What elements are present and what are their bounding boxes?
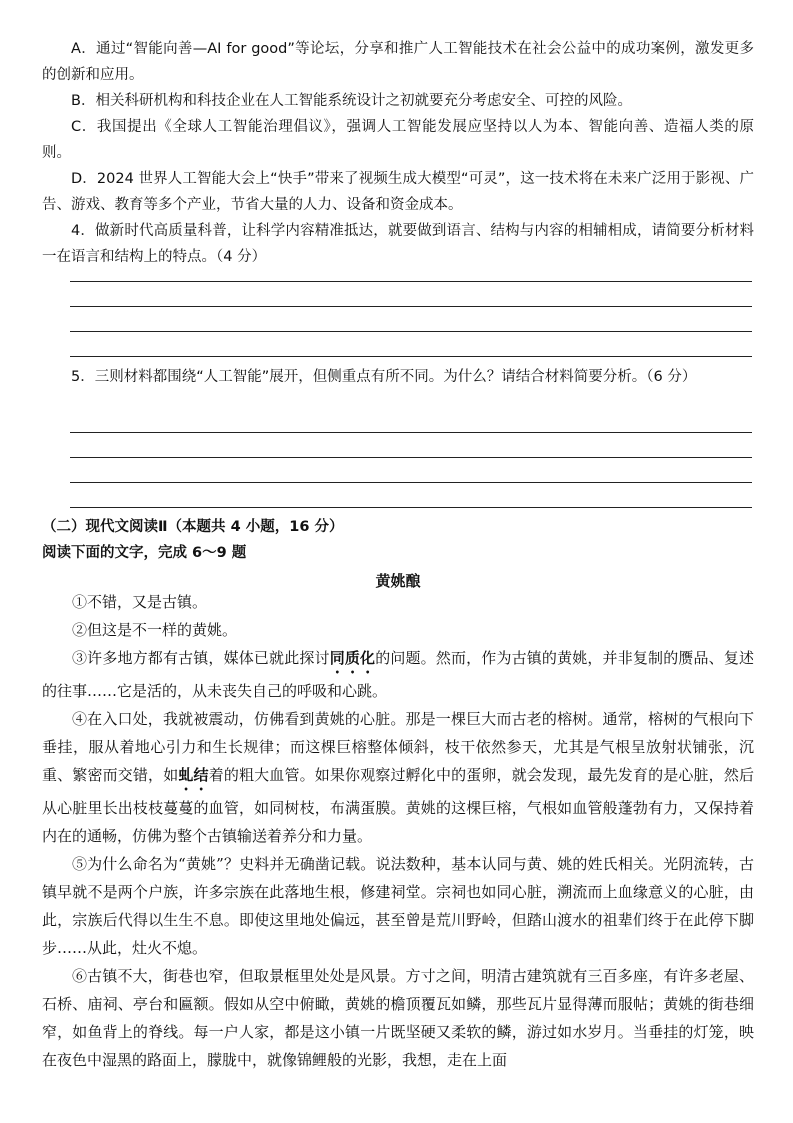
- option-b: B．相关科研机构和科技企业在人工智能系统设计之初就要充分考虑安全、可控的风险。: [71, 93, 632, 109]
- answer-line-q5-1[interactable]: [70, 432, 752, 433]
- paragraph-6: ⑥古镇不大，街巷也窄，但取景框里处处是风景。方寸之间，明清古建筑就有三百多座，有许多老屋、石桥、庙祠、亭台和匾额。假如从空中俯瞰，黄姚的檐顶覆瓦如鳞，那些瓦片显得薄而服帖；黄姚的街巷细窄，如鱼背上的脊线。每一户人家，都是这小镇一片既坚硬又柔软的鳞，游过如水岁月。当垂挂的灯笼，映在夜色中湿黑的路面上，朦胧中，就像锦鲤般的光影，我想，走在上面: [42, 967, 754, 1069]
- options-block: [42, 36, 754, 270]
- answer-line-q4-2[interactable]: [70, 306, 752, 307]
- section-heading: （二）现代文阅读Ⅱ（本题共 4 小题，16 分）: [42, 519, 344, 535]
- paragraph-5: ⑤为什么命名为“黄姚”？史料并无确凿记载。说法数种，基本认同与黄、姚的姓氏相关。光阴流转，古镇早就不是两个户族，许多宗族在此落地生根，修建祠堂。宗祠也如同心脏，溯流而上血缘意义的心脏，由此，宗族后代得以生生不息。即使这里地处偏远，甚至曾是荒川野岭，但踏山渡水的祖辈们终于在此停下脚步……从此，灶火不熄。: [42, 855, 754, 957]
- paragraph-4: [42, 705, 754, 850]
- section-instruction: 阅读下面的文字，完成 6～9 题: [42, 545, 247, 561]
- article-title: 黄姚酿: [375, 572, 421, 590]
- question-5-block: [42, 364, 754, 390]
- paragraph-4-part-1: ④在入口处，我就被震动，仿佛看到黄姚的心脏。那是一棵巨大而古老的榕树。通常，榕树的气根向下垂挂，服从着地心引力和生长规律；而这棵巨榕整体倾斜，枝干依然参天，尤其是气根呈放射状铺张，沉重、繁密而交错，如: [42, 710, 754, 784]
- option-a: A．通过“智能向善—AI for good”等论坛，分享和推广人工智能技术在社会公益中的成功案例，激发更多的创新和应用。: [42, 41, 754, 83]
- answer-line-q4-1[interactable]: [70, 281, 752, 282]
- answer-line-q5-2[interactable]: [70, 457, 752, 458]
- emphasized-term-tongzhihua: 同质化: [329, 649, 376, 667]
- option-d: D．2024 世界人工智能大会上“快手”带来了视频生成大模型“可灵”，这一技术将在未来广泛用于影视、广告、游戏、教育等多个产业，节省大量的人力、设备和资金成本。: [42, 171, 754, 213]
- paragraph-1: ①不错，又是古镇。: [72, 593, 208, 611]
- answer-line-q4-4[interactable]: [70, 356, 752, 357]
- answer-line-q4-3[interactable]: [70, 331, 752, 332]
- section-header: [42, 514, 754, 596]
- paragraph-3-part-1: ③许多地方都有古镇，媒体已就此探讨: [72, 649, 330, 667]
- question-5: 5．三则材料都围绕“人工智能”展开，但侧重点有所不同。为什么？请结合材料简要分析。（6 分）: [71, 369, 697, 385]
- answer-line-q5-3[interactable]: [70, 482, 752, 483]
- question-4: 4．做新时代高质量科普，让科学内容精准抵达，就要做到语言、结构与内容的相辅相成，请简要分析材料一在语言和结构上的特点。（4 分）: [42, 223, 754, 265]
- paragraph-4-part-2: 着的粗大血管。如果你观察过孵化中的蛋卵，就会发现，最先发育的是心脏，然后从心脏里长出枝枝蔓蔓的血管，如同树枝，布满蛋膜。黄姚的这棵巨榕，气根如血管般蓬勃有力，又保持着内在的通畅，仿佛为整个古镇输送着养分和力量。: [42, 766, 754, 845]
- paragraph-3-part-2: 的问题。然而，作为古镇的黄姚，并非复制的赝品、复述的往事……它是活的，从未丧失自己的呼吸和心跳。: [42, 649, 754, 700]
- paragraph-3: [42, 644, 754, 705]
- article-body: [42, 588, 754, 1074]
- paragraph-2: ②但这是不一样的黄姚。: [72, 621, 238, 639]
- answer-line-q5-4[interactable]: [70, 507, 752, 508]
- option-c: C．我国提出《全球人工智能治理倡议》，强调人工智能发展应坚持以人为本、智能向善、造福人类的原则。: [42, 119, 754, 161]
- emphasized-term-qiujie: 虬结: [178, 766, 209, 784]
